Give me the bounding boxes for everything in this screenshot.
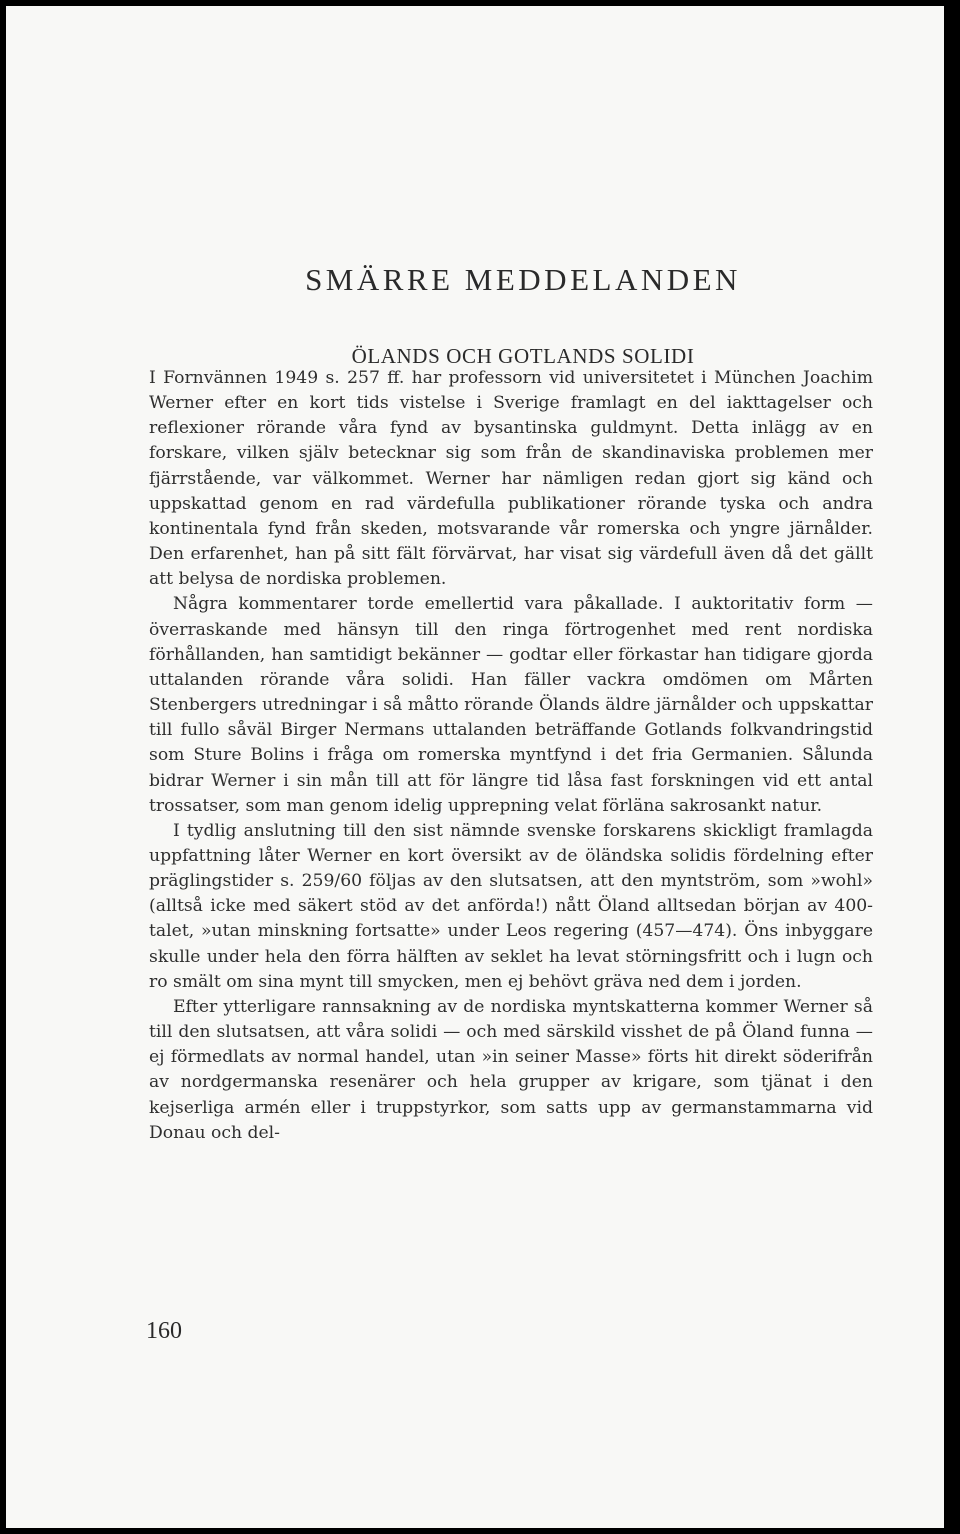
section-title: SMÄRRE MEDDELANDEN: [305, 262, 741, 297]
article-body: [149, 366, 873, 1146]
paragraph: Några kommentarer torde emellertid vara påkallade. I auktoritativ form — överraskande med hänsyn till den ringa förtrogenhet med rent nordiska förhållanden, han samtidigt bekänner — godtar eller förkastar han tidigare gjorda uttalanden rörande våra solidi. Han fäller vackra omdömen om Mårten Stenbergers utredningar i så måtto rörande Ölands äldre järnålder och uppskattar till fullo såväl Birger Nermans uttalanden beträffande Gotlands folkvandringstid som Sture Bolins i fråga om romerska myntfynd i det fria Germanien. Sålunda bidrar Werner i sin mån till att för längre tid låsa fast forskningen vid ett antal trossatser, som man genom idelig upprepning velat förläna sakrosankt natur.: [149, 594, 873, 816]
document-page: [6, 6, 944, 1528]
paragraph: I tydlig anslutning till den sist nämnde svenske forskarens skickligt framlagda uppfattning låter Werner en kort översikt av de öländska solidis fördelning efter präglingstider s. 259/60 följas av den slutsatsen, att den myntström, som »wohl» (alltså icke med säkert stöd av det anförda!) nått Öland alltsedan början av 400-talet, »utan minskning fortsatte» under Leos regering (457—474). Öns inbyggare skulle under hela den förra hälften av seklet ha levat störningsfritt och i lugn och ro smält om sina mynt till smycken, men ej behövt gräva ned dem i jorden.: [149, 820, 873, 992]
paragraph: Efter ytterligare rannsakning av de nordiska myntskatterna kommer Werner så till den slutsatsen, att våra solidi — och med särskild visshet de på Öland funna — ej förmedlats av normal handel, utan »in seiner Masse» förts hit direkt söderifrån av nordgermanska resenärer och hela grupper av krigare, som tjänat i den kejserliga armén eller i truppstyrkor, som satts upp av germanstammarna vid Donau och del-: [149, 996, 873, 1143]
page-number: 160: [146, 1318, 182, 1344]
paragraph: I Fornvännen 1949 s. 257 ff. har professorn vid universitetet i München Joachim Werner efter en kort tids vistelse i Sverige framlagt en del iakttagelser och reflexioner rörande våra fynd av bysantinska guldmynt. Detta inlägg av en forskare, vilken själv betecknar sig som från de skandinaviska problemen mer fjärrstående, var välkommet. Werner har nämligen redan gjort sig känd och uppskattad genom en rad värdefulla publikationer rörande tyska och andra kontinentala fynd från skeden, motsvarande vår romerska och yngre järnålder. Den erfarenhet, han på sitt fält förvärvat, har visat sig värdefull även då det gällt att belysa de nordiska problemen.: [149, 368, 873, 590]
article-title: ÖLANDS OCH GOTLANDS SOLIDI: [351, 344, 695, 368]
